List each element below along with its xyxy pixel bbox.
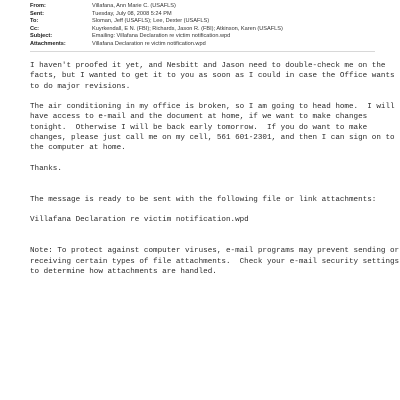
cc-label: Cc: xyxy=(30,25,40,32)
attachments-value: Villafana Declaration re victim notification.wpd xyxy=(92,40,206,47)
cc-value: Kuyrkendall, E N. (FBI); Richards, Jason R. (FBI); Atkinson, Karen (USAFLS) xyxy=(92,25,283,32)
header-row-cc xyxy=(30,26,390,34)
attachment-notice-block xyxy=(30,195,380,205)
closing-line: Thanks. xyxy=(30,164,62,173)
attachment-name-block xyxy=(30,215,380,225)
security-note xyxy=(30,246,400,277)
attachments-label: Attachments: xyxy=(30,40,66,47)
header-row-sent xyxy=(30,11,390,19)
to-label: To: xyxy=(30,18,39,25)
subject-value: Emailing: Villafana Declaration re victim notification.wpd xyxy=(92,33,231,40)
subject-label: Subject: xyxy=(30,33,53,40)
header-row-attachments xyxy=(30,41,390,49)
note-line: Note: To protect against computer viruses, e-mail programs may prevent sending or xyxy=(30,247,400,256)
attachment-name: Villafana Declaration re victim notification.wpd xyxy=(30,216,249,225)
email-body xyxy=(30,61,400,288)
attachment-notice: The message is ready to be sent with the following file or link attachments: xyxy=(30,195,377,204)
body-line: changes, please just call me on my cell, 561 601-2301, and then I can sign on to xyxy=(30,134,395,143)
body-closing xyxy=(30,164,380,174)
header-divider xyxy=(30,51,375,52)
body-paragraph-1 xyxy=(30,61,395,92)
body-line: to do major revisions. xyxy=(30,82,131,91)
email-header xyxy=(30,3,390,49)
to-value: Sloman, Jeff (USAFLS); Lee, Dexter (USAFLS) xyxy=(92,18,210,25)
note-line: receiving certain types of file attachments. Check your e-mail security settings xyxy=(30,257,400,266)
header-row-to xyxy=(30,18,390,26)
header-row-from xyxy=(30,3,390,11)
from-label: From: xyxy=(30,3,46,9)
body-line: have access to e-mail and the document at home, if we want to make changes xyxy=(30,113,368,122)
from-value: Villafana, Ann Marie C. (USAFLS) xyxy=(92,3,176,9)
note-line: to determine how attachments are handled. xyxy=(30,267,217,276)
body-line: the computer at home. xyxy=(30,144,126,153)
body-line: I haven't proofed it yet, and Nesbitt and Jason need to double-check me on the xyxy=(30,62,386,70)
body-paragraph-2 xyxy=(30,102,395,153)
body-line: facts, but I wanted to get it to you as soon as I could in case the Office wants xyxy=(30,72,395,81)
body-line: tonight. Otherwise I will be back early tomorrow. If you do want to make xyxy=(30,123,368,132)
body-line: The air conditioning in my office is broken, so I am going to head home. I will xyxy=(30,103,395,112)
header-row-subject xyxy=(30,33,390,41)
sent-label: Sent: xyxy=(30,10,44,17)
sent-value: Tuesday, July 08, 2008 5:24 PM xyxy=(92,10,172,17)
